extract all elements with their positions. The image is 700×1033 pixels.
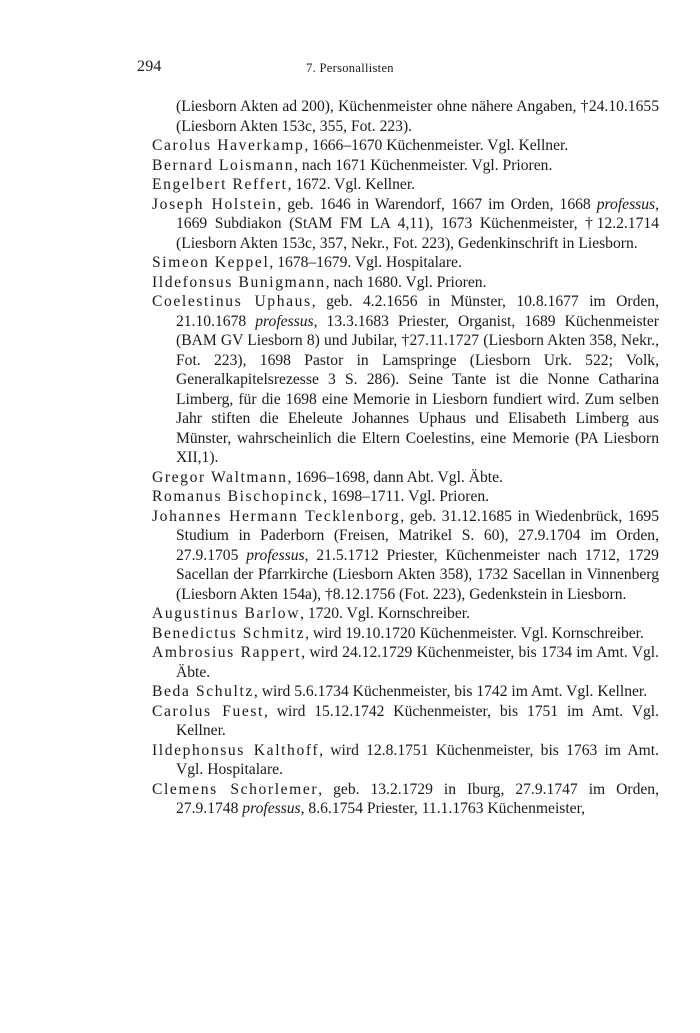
entry-text: , wird 19.10.1720 Küchenmeister. Vgl. Kornschreiber.: [305, 624, 644, 642]
entry-name: Coelestinus Uphaus: [152, 293, 312, 310]
personnel-list: [152, 97, 659, 819]
entry-text: , 1678–1679. Vgl. Hospitalare.: [269, 254, 462, 271]
entry-name: Benedictus Schmitz: [152, 624, 306, 642]
list-entry: [152, 624, 659, 644]
list-entry: [152, 682, 659, 702]
entry-name: Joseph Holstein: [152, 195, 278, 213]
entry-name: Engelbert Reffert: [152, 176, 288, 193]
list-entry: [152, 487, 659, 507]
entry-name: Bernard Loismann: [152, 156, 295, 174]
entry-text: , geb. 4.2.1656 in Münster, 10.8.1677 im Orden, 21.10.1678: [176, 293, 659, 330]
entry-text: , 13.3.1683 Priester, Organist, 1689 Küchenmeister (BAM GV Liesborn 8) und Jubilar, †27.11.1727 (Liesborn Akten 358, Nekr., Fot. 223), 1698 Pastor in Lamspringe (Liesborn Urk. 522; Volk, Generalkapitelsrezesse 3 S. 286). Seine Tante ist die Nonne Catharina Limberg, für die 1698 eine Memorie in Liesborn fundiert wird. Zum selben Jahr stiften die Eheleute Johannes Uphaus und Elisabeth Limberg aus Münster, wahrscheinlich die Eltern Coelestins, eine Memorie (PA Liesborn XII,1).: [176, 312, 659, 466]
list-entry: [152, 195, 659, 254]
running-head: 7. Personallisten: [306, 61, 394, 75]
list-entry: [152, 643, 659, 682]
entry-name: Augustinus Barlow: [152, 605, 301, 622]
list-entry: [152, 136, 659, 156]
entry-name: Carolus Fuest: [152, 702, 264, 720]
list-entry-continuation: [152, 97, 659, 136]
entry-text: , 1666–1670 Küchenmeister. Vgl. Kellner.: [304, 137, 569, 154]
list-entry: [152, 741, 659, 780]
entry-text: , nach 1680. Vgl. Prioren.: [325, 273, 487, 291]
entry-name: Beda Schultz: [152, 683, 254, 700]
entry-name: Ildefonsus Bunigmann: [152, 273, 326, 291]
entry-name: Romanus Bischopinck: [152, 488, 324, 505]
list-entry: [152, 273, 659, 293]
entry-text: , geb. 31.12.1685 in Wiedenbrück, 1695 Studium in Paderborn (Freisen, Matrikel S. 60), 27.9.1704 im Orden, 27.9.1705: [176, 507, 659, 564]
list-entry: [152, 156, 659, 176]
entry-name: Ambrosius Rappert: [152, 644, 302, 661]
page-number: 294: [137, 58, 162, 75]
entry-text: , 1698–1711. Vgl. Prioren.: [323, 488, 490, 505]
entry-text: , 21.5.1712 Priester, Küchenmeister nach 1712, 1729 Sacellan der Pfarrkirche (Liesborn Akten 358), 1732 Sacellan in Vinnenberg (Liesborn Akten 154a), †8.12.1756 (Fot. 223), Gedenkstein in Liesborn.: [176, 546, 659, 603]
entry-text: , wird 5.6.1734 Küchenmeister, bis 1742 im Amt. Vgl. Kellner.: [253, 683, 648, 700]
entry-text: , wird 15.12.1742 Küchenmeister, bis 1751 im Amt. Vgl. Kellner.: [176, 702, 660, 739]
entry-name: Clemens Schorlemer: [152, 780, 319, 798]
entry-italic-term: professus: [242, 800, 301, 817]
entry-name: Johannes Hermann Tecklenborg: [152, 507, 401, 525]
entry-italic-term: professus: [246, 546, 305, 564]
entry-text: , 1696–1698, dann Abt. Vgl. Äbte.: [287, 468, 503, 486]
entry-italic-term: professus: [596, 195, 656, 213]
entry-italic-term: professus: [255, 312, 314, 330]
list-entry: [152, 292, 659, 468]
entry-text: , 1672. Vgl. Kellner.: [287, 176, 416, 193]
entry-text: , wird 24.12.1729 Küchenmeister, bis 1734 im Amt. Vgl. Äbte.: [176, 644, 659, 681]
list-entry: [152, 507, 659, 605]
list-entry: [152, 175, 659, 195]
list-entry: [152, 468, 659, 488]
entry-name: Gregor Waltmann: [152, 468, 288, 486]
list-entry: [152, 702, 659, 741]
entry-text: (Liesborn Akten ad 200), Küchenmeister ohne nähere Angaben, †24.10.1655 (Liesborn Akten 153c, 355, Fot. 223).: [176, 98, 659, 135]
entry-name: Ildephonsus Kalthoff: [152, 741, 320, 759]
list-entry: [152, 604, 659, 624]
entry-text: , 1720. Vgl. Kornschreiber.: [300, 605, 470, 622]
entry-text: , 8.6.1754 Priester, 11.1.1763 Küchenmeister,: [300, 800, 586, 817]
entry-text: , wird 12.8.1751 Küchenmeister, bis 1763 im Amt. Vgl. Hospitalare.: [176, 741, 659, 778]
list-entry: [152, 780, 659, 819]
list-entry: [152, 253, 659, 273]
entry-name: Carolus Haverkamp: [152, 137, 305, 154]
entry-text: , geb. 1646 in Warendorf, 1667 im Orden, 1668: [277, 195, 597, 213]
entry-text: , nach 1671 Küchenmeister. Vgl. Prioren.: [294, 156, 553, 174]
entry-name: Simeon Keppel: [152, 254, 270, 271]
entry-text: , 1669 Subdiakon (StAM FM LA 4,11), 1673 Küchenmeister, †12.2.1714 (Liesborn Akten 153c, 357, Nekr., Fot. 223), Gedenkinschrift in Liesborn.: [176, 195, 659, 252]
entry-text: , geb. 13.2.1729 in Iburg, 27.9.1747 im Orden, 27.9.1748: [176, 780, 659, 817]
